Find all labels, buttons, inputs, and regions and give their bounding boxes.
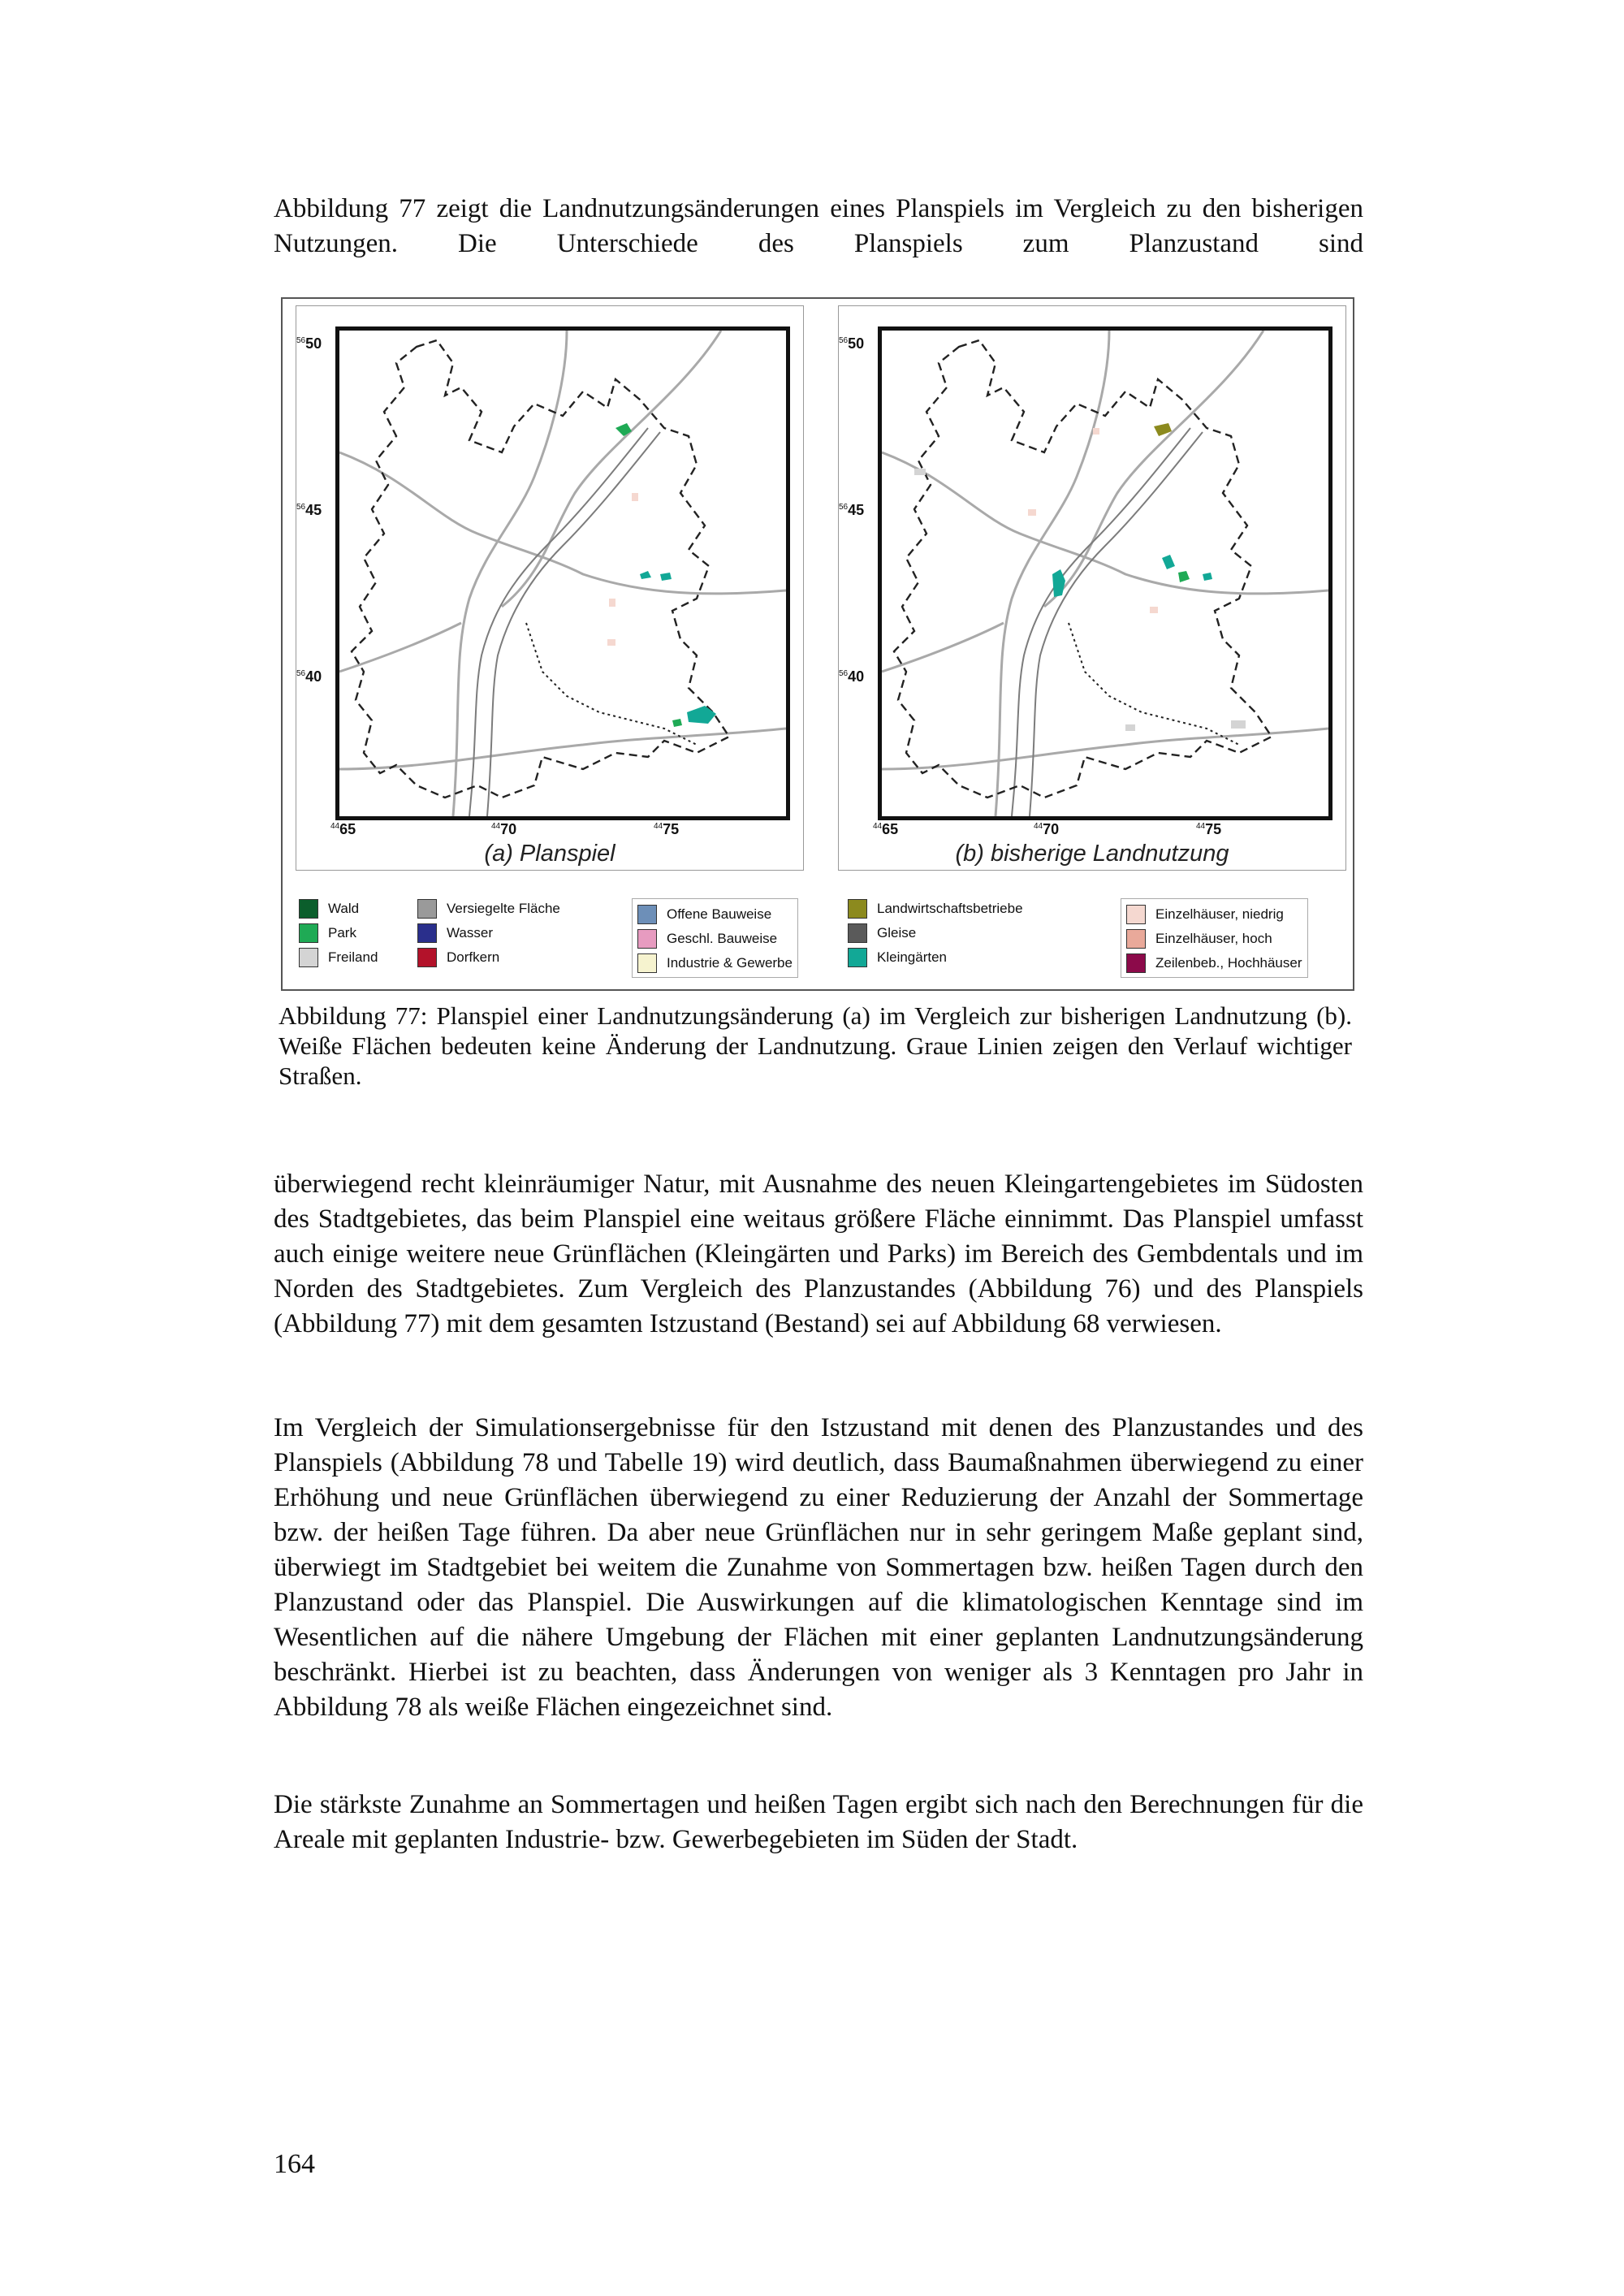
legend-item	[417, 921, 560, 945]
x-tick-label: $^{44}$65	[330, 821, 356, 837]
panel-label: (b) bisherige Landnutzung	[955, 841, 1229, 867]
legend-label: Park	[328, 925, 356, 940]
legend-group	[1121, 898, 1308, 978]
legend-swatch	[637, 929, 657, 949]
legend-item	[848, 945, 1023, 970]
map-drawing-planspiel	[339, 331, 786, 816]
legend-label: Geschl. Bauweise	[667, 931, 778, 946]
legend-label: Einzelhäuser, niedrig	[1155, 906, 1284, 922]
legend-swatch	[417, 899, 437, 919]
legend-item	[637, 951, 793, 975]
intro-paragraph: Abbildung 77 zeigt die Landnutzungsänderungen eines Planspiels im Vergleich zu den bisherigen Nutzungen. Die Unterschiede des Planspiels zum Planzustand sind	[274, 194, 1363, 258]
legend-item	[1126, 927, 1302, 951]
legend-item	[848, 897, 1023, 921]
map-area-planspiel	[335, 326, 790, 820]
legend-item	[848, 921, 1023, 945]
legend-group	[848, 897, 1023, 970]
x-tick-label: $^{44}$70	[491, 821, 517, 837]
legend-swatch	[1126, 953, 1146, 973]
legend-item	[299, 897, 378, 921]
legend-swatch	[848, 923, 867, 943]
figure-77	[281, 297, 1354, 991]
legend-item	[637, 927, 793, 951]
x-tick-label: $^{44}$65	[873, 821, 899, 837]
legend-swatch	[299, 923, 318, 943]
y-tick-label: $^{56}$45	[839, 502, 865, 518]
panel-label: (a) Planspiel	[484, 841, 615, 867]
legend-swatch	[1126, 929, 1146, 949]
legend-item	[1126, 951, 1302, 975]
x-tick-label: $^{44}$70	[1034, 821, 1060, 837]
legend-swatch	[848, 948, 867, 967]
legend-item	[299, 921, 378, 945]
legend-label: Wald	[328, 901, 360, 916]
changed-areas	[607, 423, 716, 727]
body-paragraph: Im Vergleich der Simulationsergebnisse für den Istzustand mit denen des Planzustandes und des Planspiels (Abbildung 78 und Tabelle 19) wird deutlich, dass Baumaßnahmen überwiegend zu einer Erhöhung und neue Grünflächen überwiegend zu einer Reduzierung der Anzahl der Sommertage bzw. der heißen Tage führen. Da aber neue Grünflächen nur in sehr geringem Maße geplant sind, überwiegt im Stadtgebiet bei weitem die Zunahme von Sommertagen bzw. heißen Tagen durch den Planzustand oder das Planspiel. Die Auswirkungen auf die klimatologischen Kenntage sind im Wesentlichen auf die nähere Umgebung der Flächen mit einer geplanten Landnutzungsänderung beschränkt. Hierbei ist zu beachten, dass Änderungen von weniger als 3 Kenntagen pro Jahr in Abbildung 78 als weiße Flächen eingezeichnet sind.	[274, 1413, 1363, 1722]
district-line	[1069, 623, 1239, 745]
y-tick-label: $^{56}$50	[839, 335, 865, 352]
map-legend	[296, 897, 1345, 981]
body-paragraph: Die stärkste Zunahme an Sommertagen und heißen Tagen ergibt sich nach den Berechnungen für die Areale mit geplanten Industrie- bzw. Gewerbegebieten im Süden der Stadt.	[274, 1790, 1363, 1854]
legend-swatch	[299, 899, 318, 919]
legend-swatch	[417, 923, 437, 943]
legend-label: Dorfkern	[447, 949, 500, 965]
legend-label: Landwirtschaftsbetriebe	[877, 901, 1023, 916]
legend-label: Offene Bauweise	[667, 906, 772, 922]
legend-item	[417, 897, 560, 921]
city-boundary	[352, 340, 729, 798]
legend-item	[637, 902, 793, 927]
y-tick-label: $^{56}$50	[296, 335, 322, 352]
legend-item	[417, 945, 560, 970]
legend-label: Industrie & Gewerbe	[667, 955, 793, 971]
legend-swatch	[637, 905, 657, 924]
legend-swatch	[417, 948, 437, 967]
city-boundary	[894, 340, 1272, 798]
map-drawing-bisherige-landnutzung	[882, 331, 1328, 816]
figure-caption: Abbildung 77: Planspiel einer Landnutzungsänderung (a) im Vergleich zur bisherigen Landnutzung (b). Weiße Flächen bedeuten keine Änderung der Landnutzung. Graue Linien zeigen den Verlauf wichtiger Straßen.	[279, 1001, 1352, 1090]
legend-label: Versiegelte Fläche	[447, 901, 560, 916]
legend-group	[632, 898, 798, 978]
legend-label: Gleise	[877, 925, 917, 940]
y-tick-label: $^{56}$40	[296, 668, 322, 685]
map-panel-bisherige-landnutzung	[838, 305, 1346, 871]
legend-label: Zeilenbeb., Hochhäuser	[1155, 955, 1302, 971]
body-paragraph: überwiegend recht kleinräumiger Natur, mit Ausnahme des neuen Kleingartengebietes im Südosten des Stadtgebietes, das beim Planspiel eine weitaus größere Fläche einnimmt. Das Planspiel umfasst auch einige weitere neue Grünflächen (Kleingärten und Parks) im Bereich des Gembdentals und im Norden des Stadtgebietes. Zum Vergleich des Planzustandes (Abbildung 76) und des Planspiels (Abbildung 77) mit dem gesamten Istzustand (Bestand) sei auf Abbildung 68 verwiesen.	[274, 1170, 1363, 1338]
legend-swatch	[637, 953, 657, 973]
legend-label: Kleingärten	[877, 949, 948, 965]
legend-label: Einzelhäuser, hoch	[1155, 931, 1272, 946]
roads	[882, 331, 1328, 816]
map-area-bisherige-landnutzung	[878, 326, 1332, 820]
legend-item	[299, 945, 378, 970]
legend-group	[299, 897, 378, 970]
legend-swatch	[1126, 905, 1146, 924]
y-tick-label: $^{56}$45	[296, 502, 322, 518]
legend-group	[417, 897, 560, 970]
y-tick-label: $^{56}$40	[839, 668, 865, 685]
x-tick-label: $^{44}$75	[654, 821, 680, 837]
roads	[339, 331, 786, 816]
legend-swatch	[848, 899, 867, 919]
legend-label: Freiland	[328, 949, 378, 965]
legend-label: Wasser	[447, 925, 493, 940]
legend-swatch	[299, 948, 318, 967]
river	[469, 428, 660, 816]
legend-item	[1126, 902, 1302, 927]
map-panel-planspiel	[296, 305, 804, 871]
river	[1012, 428, 1203, 816]
x-tick-label: $^{44}$75	[1196, 821, 1222, 837]
page-number: 164	[274, 2149, 315, 2179]
